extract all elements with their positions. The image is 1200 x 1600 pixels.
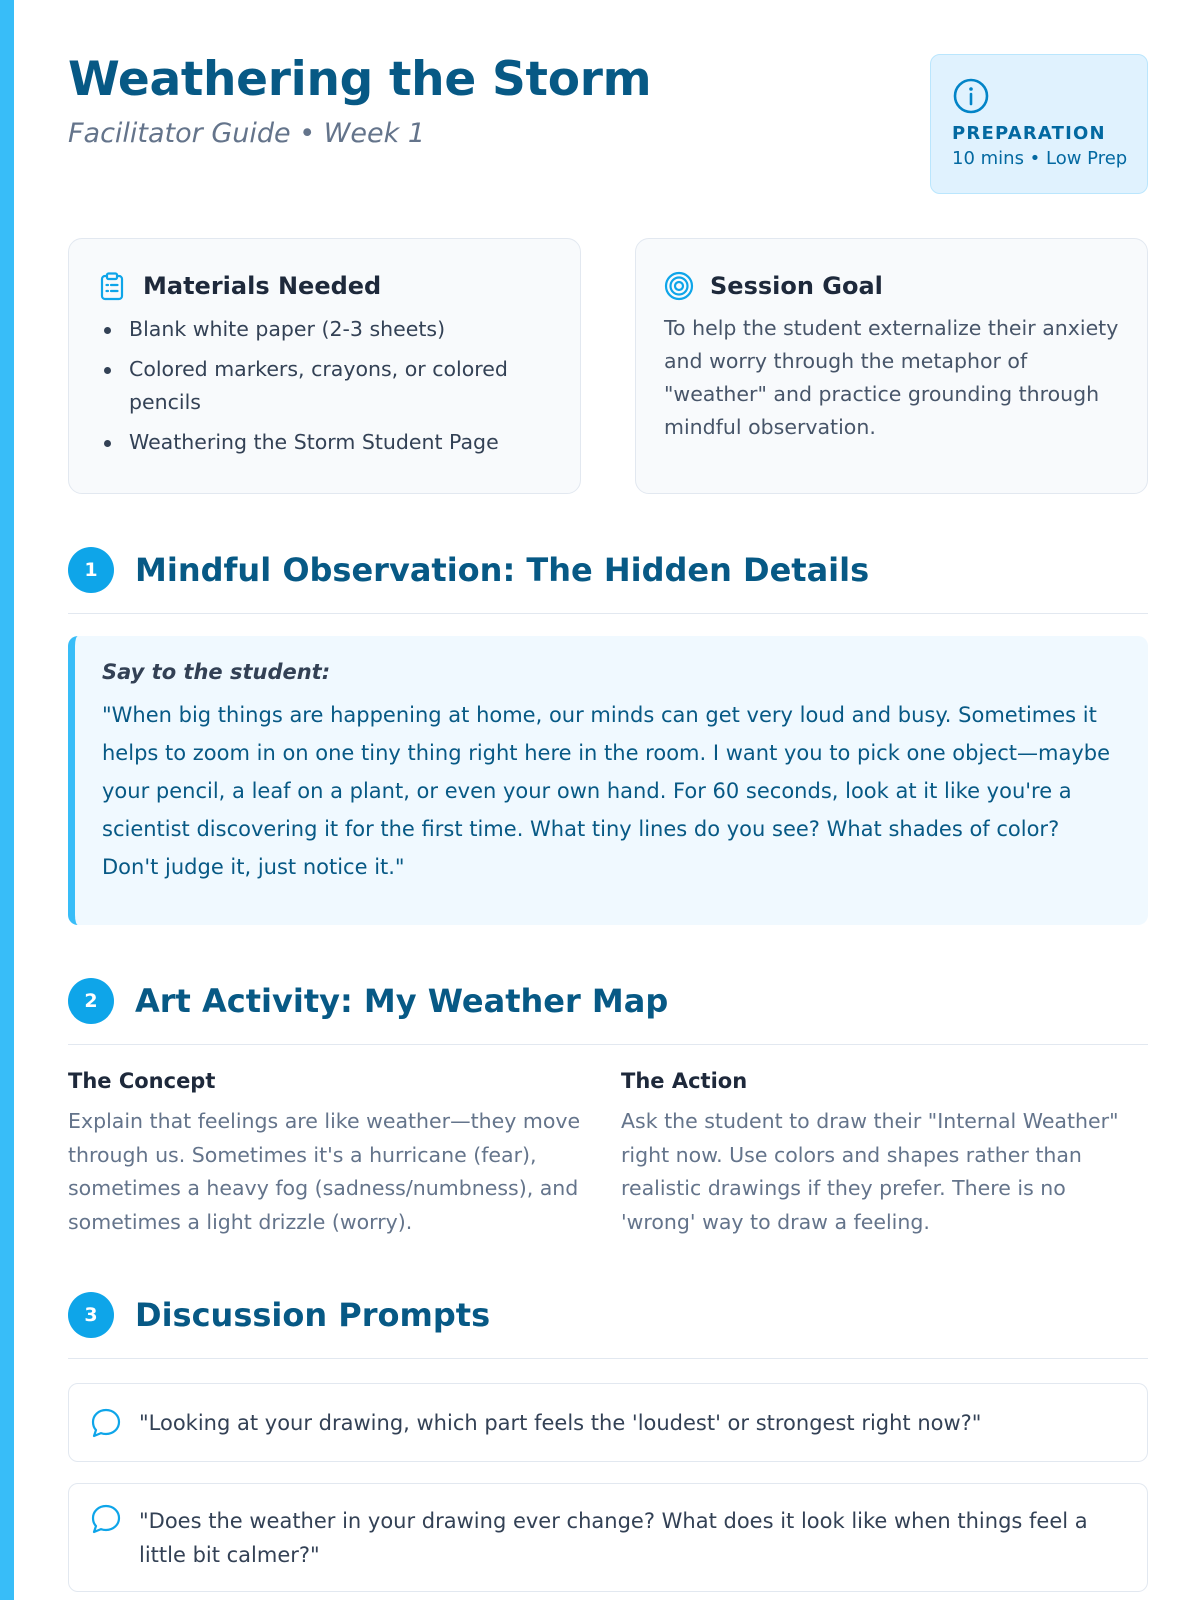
section-header-2 — [68, 978, 1148, 1045]
materials-item: Colored markers, crayons, or colored pencils — [97, 353, 552, 419]
session-goal-card — [635, 238, 1148, 494]
discussion-prompt-text: "Does the weather in your drawing ever change? What does it look like when things feel a little bit calmer?" — [139, 1508, 1088, 1567]
materials-list — [97, 313, 552, 459]
action-text: Ask the student to draw their "Internal Weather" right now. Use colors and shapes rather than realistic drawings if they prefer. There is no 'wrong' way to draw a feeling. — [621, 1109, 1119, 1234]
discussion-prompt-card — [68, 1383, 1148, 1462]
session-goal-text: To help the student externalize their anxiety and worry through the metaphor of "weather" and practice grounding through mindful observation. — [664, 316, 1119, 439]
preparation-value: 10 mins • Low Prep — [952, 148, 1128, 169]
concept-title: The Concept — [68, 1069, 216, 1093]
session-goal-title: Session Goal — [710, 272, 883, 300]
info-icon — [952, 77, 990, 115]
section-header-3 — [68, 1292, 1148, 1359]
speech-bubble-icon — [89, 1406, 123, 1440]
materials-item: Weathering the Storm Student Page — [97, 426, 552, 459]
clipboard-icon — [97, 271, 127, 301]
action-column — [621, 1066, 1141, 1239]
page-title: Weathering the Storm — [68, 52, 652, 107]
section-number-badge: 2 — [68, 978, 114, 1024]
materials-item: Blank white paper (2-3 sheets) — [97, 313, 552, 346]
section-title: Art Activity: My Weather Map — [135, 982, 669, 1020]
materials-card — [68, 238, 581, 494]
discussion-prompt-card — [68, 1483, 1148, 1592]
left-accent-bar — [0, 0, 14, 1600]
concept-text: Explain that feelings are like weather—they move through us. Sometimes it's a hurricane (fear), sometimes a heavy fog (sadness/numbness), and sometimes a light drizzle (worry). — [68, 1109, 581, 1234]
page-subtitle: Facilitator Guide • Week 1 — [68, 118, 426, 149]
say-to-student-label: Say to the student: — [102, 660, 331, 684]
materials-title: Materials Needed — [143, 272, 382, 300]
section-title: Discussion Prompts — [135, 1296, 491, 1334]
target-icon — [664, 271, 694, 301]
page-header — [68, 52, 1148, 202]
section-header-1 — [68, 547, 1148, 614]
preparation-label: PREPARATION — [952, 123, 1106, 144]
concept-column — [68, 1066, 588, 1239]
speech-bubble-icon — [89, 1502, 123, 1536]
section-title: Mindful Observation: The Hidden Details — [135, 551, 870, 589]
preparation-card — [930, 54, 1148, 194]
section-number-badge: 3 — [68, 1292, 114, 1338]
discussion-prompt-text: "Looking at your drawing, which part feels the 'loudest' or strongest right now?" — [139, 1410, 982, 1435]
section-number-badge: 1 — [68, 547, 114, 593]
say-to-student-script: "When big things are happening at home, our minds can get very loud and busy. Sometimes it helps to zoom in on one tiny thing right here in the room. I want you to pick one object—maybe your pencil, a leaf on a plant, or even your own hand. For 60 seconds, look at it like you're a scientist discovering it for the first time. What tiny lines do you see? What shades of color? Don't judge it, just notice it." — [102, 703, 1111, 879]
facilitator-guide-page — [68, 0, 1148, 1600]
action-title: The Action — [621, 1069, 748, 1093]
say-to-student-box — [68, 636, 1148, 925]
